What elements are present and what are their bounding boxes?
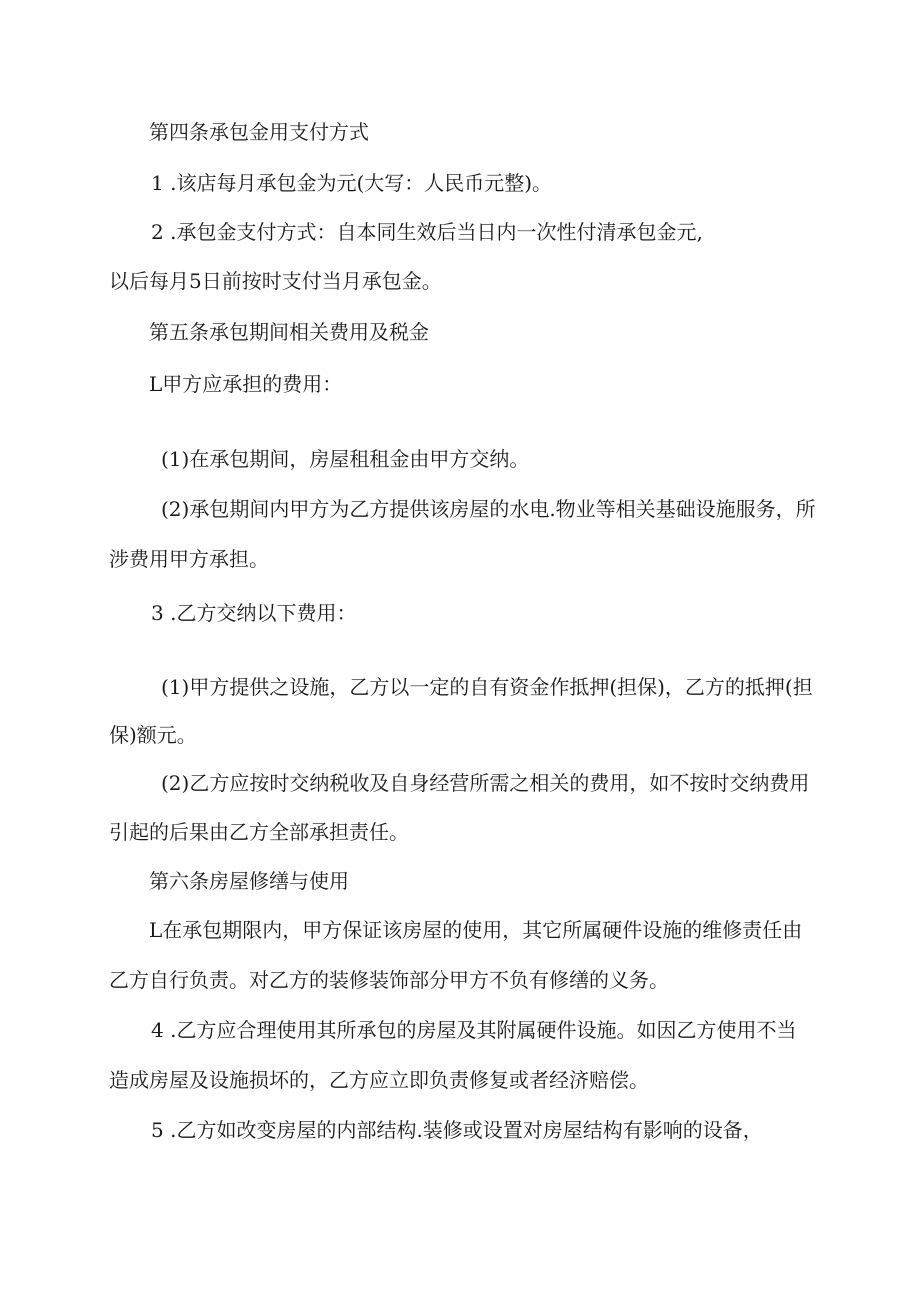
clause-4-1: 1 .该店每月承包金为元(大写：人民币元整)。: [151, 171, 553, 195]
article-4-heading: 第四条承包金用支付方式: [149, 120, 369, 144]
clause-5-1-item-2-continued: 涉费用甲方承担。: [109, 547, 269, 571]
clause-6-4: 4 .乙方应合理使用其所承包的房屋及其附属硬件设施。如因乙方使用不当: [151, 1018, 797, 1042]
clause-5-1-item-2: (2)承包期间内甲方为乙方提供该房屋的水电.物业等相关基础设施服务，所: [161, 497, 816, 521]
article-6-heading: 第六条房屋修缮与使用: [149, 869, 349, 893]
clause-5-3-item-1-continued: 保)额元。: [109, 723, 197, 747]
clause-6-1: L在承包期限内，甲方保证该房屋的使用，其它所属硬件设施的维修责任由: [149, 918, 803, 942]
clause-5-3-item-1: (1)甲方提供之设施，乙方以一定的自有资金作抵押(担保)，乙方的抵押(担: [161, 675, 813, 699]
clause-6-5: 5 .乙方如改变房屋的内部结构.装修或设置对房屋结构有影响的设备，: [151, 1118, 763, 1142]
clause-5-1: L甲方应承担的费用：: [149, 372, 343, 396]
clause-5-3: 3 .乙方交纳以下费用：: [151, 601, 357, 625]
clause-5-1-item-1: (1)在承包期间，房屋租租金由甲方交纳。: [161, 447, 530, 471]
clause-4-2: 2 .承包金支付方式：自本同生效后当日内一次性付清承包金元,: [151, 220, 703, 244]
article-5-heading: 第五条承包期间相关费用及税金: [149, 320, 429, 344]
clause-4-2-continued: 以后每月5日前按时支付当月承包金。: [109, 269, 442, 293]
clause-5-3-item-2: (2)乙方应按时交纳税收及自身经营所需之相关的费用，如不按时交纳费用: [161, 771, 810, 795]
clause-6-4-continued: 造成房屋及设施损坏的，乙方应立即负责修复或者经济赔偿。: [109, 1068, 649, 1092]
clause-5-3-item-2-continued: 引起的后果由乙方全部承担责任。: [109, 820, 409, 844]
clause-6-1-continued: 乙方自行负责。对乙方的装修装饰部分甲方不负有修缮的义务。: [109, 968, 669, 992]
